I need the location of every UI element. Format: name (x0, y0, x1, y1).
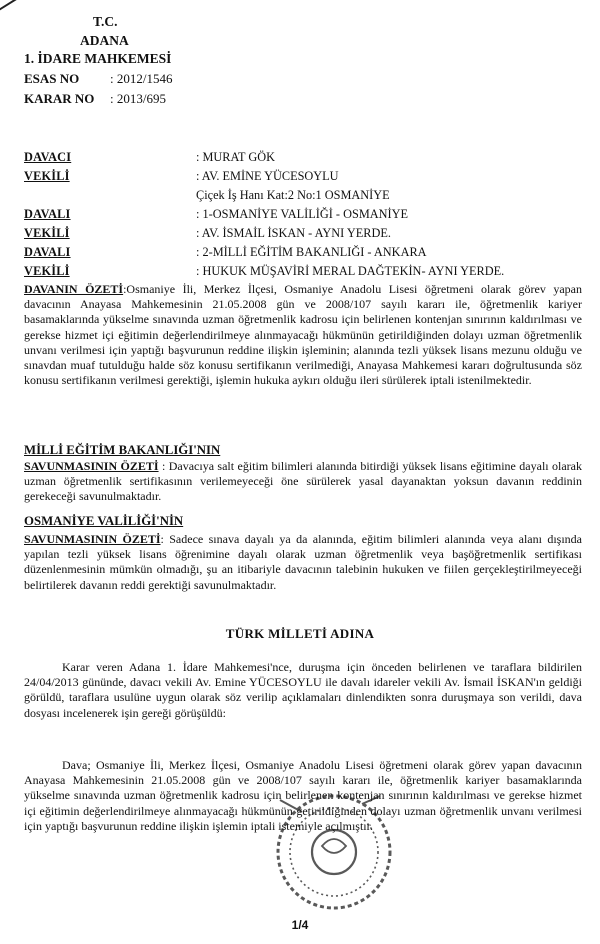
court-seal-stamp (242, 780, 408, 920)
ministry-defense-heading: SAVUNMASININ ÖZETİ (24, 459, 159, 473)
party-label: DAVALI (24, 245, 71, 259)
esas-label: ESAS NO (24, 71, 80, 86)
esas-value: : 2012/1546 (110, 71, 173, 86)
party-row (24, 226, 391, 241)
party-label: VEKİLİ (24, 264, 70, 278)
governorship-heading: OSMANİYE VALİLİĞİ'NİN (24, 514, 184, 528)
governorship-defense-heading: SAVUNMASININ ÖZETİ (24, 532, 161, 546)
ministry-defense (24, 459, 582, 505)
karar-value: : 2013/695 (110, 91, 166, 106)
governorship-defense-text: : Sadece sınava dayalı ya da alanında, eğitim bilimleri alanında veya alanı dışında yapılan tezli yüksek lisans öğrenimine dayalı olarak uzman öğretmenlik veya başöğretmenlik sertifikası düzenlenmesinin mümkün olmadığı, şu an itibariyle davacının talebinin hukuken ve fiilen gerçekleştirilmeyeceği belirtilerek davanın reddi gerektiği savunulmaktadır. (24, 532, 582, 592)
party-value: : 1-OSMANİYE VALİLİĞİ - OSMANİYE (196, 207, 408, 221)
case-paragraph: Dava; Osmaniye İli, Merkez İlçesi, Osmaniye Anadolu Lisesi öğretmeni olarak görev yapan davacının Anayasa Mahkemesinin 21.05.2008 gün ve 2008/107 sayılı kararı ile, öğretmenlik kariyer basamaklarında yükselme sınavında uzman öğretmenlik kadrosu için belirlenen kontenjan sınırının kaldırılması ve gerekse hizmet içi eğitimin değerlendirilmeye alınmayacağı hükmünün getirildiğinden dolayı uzman öğretmenlik unvanı verilmesi için yaptığı başvurunun reddine ilişkin işlemin iptali istemiyle açılmıştır. (24, 758, 582, 833)
case-summary-heading: DAVANIN ÖZETİ (24, 282, 124, 296)
party-value: : AV. EMİNE YÜCESOYLU (196, 169, 339, 183)
esas-row (24, 71, 172, 87)
party-row (24, 188, 390, 203)
party-label: DAVACI (24, 150, 72, 164)
governorship-defense (24, 532, 582, 593)
karar-row (24, 91, 166, 107)
party-row (24, 150, 275, 165)
header-court: 1. İDARE MAHKEMESİ (24, 51, 172, 66)
case-summary-text: :Osmaniye İli, Merkez İlçesi, Osmaniye Anadolu Lisesi öğretmeni olarak görev yapan davacının Anayasa Mahkemesinin 21.05.2008 gün ve 2008/107 sayılı kararı ile, öğretmenlik kariyer basamaklarında yükselme sınavında uzman öğretmenlik kadrosu için belirlenen kontenjan sınırının kaldırılması ve gerekse hizmet içi eğitimin değerlendirilmeye alınmayacağı hükmünün getirildiğinden dolayı uzman öğretmenlik unvanı verilmesi için yaptığı başvurunun reddine ilişkin işleminin; alanında tezli yüksek lisans mezunu olduğu ve sınavdan muaf tutulduğu halde söz konusu sertifikanın verilmediği, Anayasa Mahkemesi kararı doğrultusunda söz konusu sertifikanın verilmesi gerektiği, işlemin hukuka aykırı olduğu ileri sürülerek iptali istenilmektedir. (24, 282, 582, 388)
case-summary (24, 282, 582, 388)
header-tc: T.C. (93, 14, 118, 29)
party-label: DAVALI (24, 207, 71, 221)
party-label: VEKİLİ (24, 226, 70, 240)
party-value: Çiçek İş Hanı Kat:2 No:1 OSMANİYE (196, 188, 390, 202)
party-value: : HUKUK MÜŞAVİRİ MERAL DAĞTEKİN- AYNI YERDE. (196, 264, 505, 278)
party-value: : MURAT GÖK (196, 150, 276, 164)
karar-label: KARAR NO (24, 91, 95, 106)
header-city: ADANA (80, 33, 129, 48)
hearing-paragraph: Karar veren Adana 1. İdare Mahkemesi'nce, duruşma için önceden belirlenen ve taraflara bildirilen 24/04/2013 gününde, davacı vekili Av. Emine YÜCESOYLU ile davalı idareler vekili Av. İsmail İSKAN'ın geldiği görüldü, taraflara usulüne uygun olarak söz verilip açıklamaları dinlendikten sonra duruşmaya son verildi, dava dosyası incelenerek işin gereği görüşüldü: (24, 660, 582, 720)
party-value: : 2-MİLLİ EĞİTİM BAKANLIĞI - ANKARA (196, 245, 427, 259)
ministry-heading: MİLLİ EĞİTİM BAKANLIĞI'NIN (24, 443, 221, 457)
corner-mark (0, 0, 45, 14)
decision-title: TÜRK MİLLETİ ADINA (225, 626, 375, 641)
ministry-defense-text: : Davacıya salt eğitim bilimleri alanında bitirdiği yüksek lisans eğitimine dayalı olarak uzman öğretmenlik sertifikasının verilemeyeceği öne sürülerek yasal dayanaktan yoksun davanın reddinin gerekeceği savunulmaktadır. (24, 459, 582, 504)
party-value: : AV. İSMAİL İSKAN - AYNI YERDE. (196, 226, 391, 240)
party-row (24, 207, 408, 222)
party-row (24, 264, 504, 279)
party-label: VEKİLİ (24, 169, 70, 183)
page-number: 1/4 (291, 918, 309, 932)
party-row (24, 169, 339, 184)
party-row (24, 245, 427, 260)
